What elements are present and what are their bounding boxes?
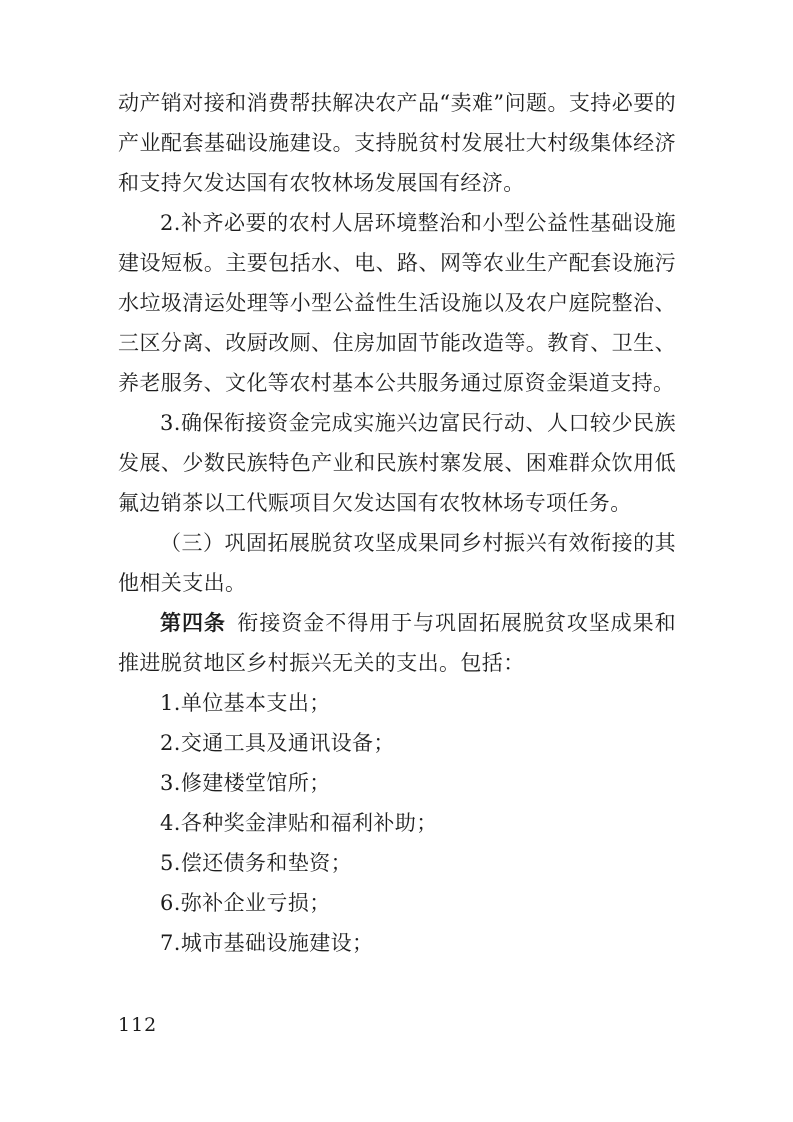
list-item-3: 3.修建楼堂馆所；: [160, 771, 331, 795]
list-item-5: 5.偿还债务和垫资；: [160, 851, 353, 875]
body-paragraph-article-4: [118, 603, 676, 683]
list-item-4: 4.各种奖金津贴和福利补助；: [160, 811, 438, 835]
body-paragraph-section-3: （三）巩固拓展脱贫攻坚成果同乡村振兴有效衔接的其他相关支出。: [118, 531, 676, 595]
list-item-7: 7.城市基础设施建设；: [160, 931, 374, 955]
page-number: 112: [118, 1014, 158, 1036]
article-number-label: 第四条: [160, 610, 226, 635]
body-paragraph-item-2: 2.补齐必要的农村人居环境整治和小型公益性基础设施建设短板。主要包括水、电、路、网等农业生产配套设施污水垃圾清运处理等小型公益性生活设施以及农户庭院整治、三区分离、改厨改厕、住房加固节能改造等。教育、卫生、养老服务、文化等农村基本公共服务通过原资金渠道支持。: [118, 211, 676, 395]
list-item-2: 2.交通工具及通讯设备；: [160, 731, 395, 755]
body-paragraph-item-3: 3.确保衔接资金完成实施兴边富民行动、人口较少民族发展、少数民族特色产业和民族村寨发展、困难群众饮用低氟边销茶以工代赈项目欠发达国有农牧林场专项任务。: [118, 411, 676, 515]
list-item-1: 1.单位基本支出；: [160, 691, 331, 715]
list-item-6: 6.弥补企业亏损；: [160, 891, 331, 915]
article-body-text: 衔接资金不得用于与巩固拓展脱贫攻坚成果和推进脱贫地区乡村振兴无关的支出。包括：: [118, 611, 676, 675]
document-body: [118, 83, 676, 963]
body-paragraph-continuation: 动产销对接和消费帮扶解决农产品“卖难”问题。支持必要的产业配套基础设施建设。支持脱贫村发展壮大村级集体经济和支持欠发达国有农牧林场发展国有经济。: [118, 91, 676, 195]
